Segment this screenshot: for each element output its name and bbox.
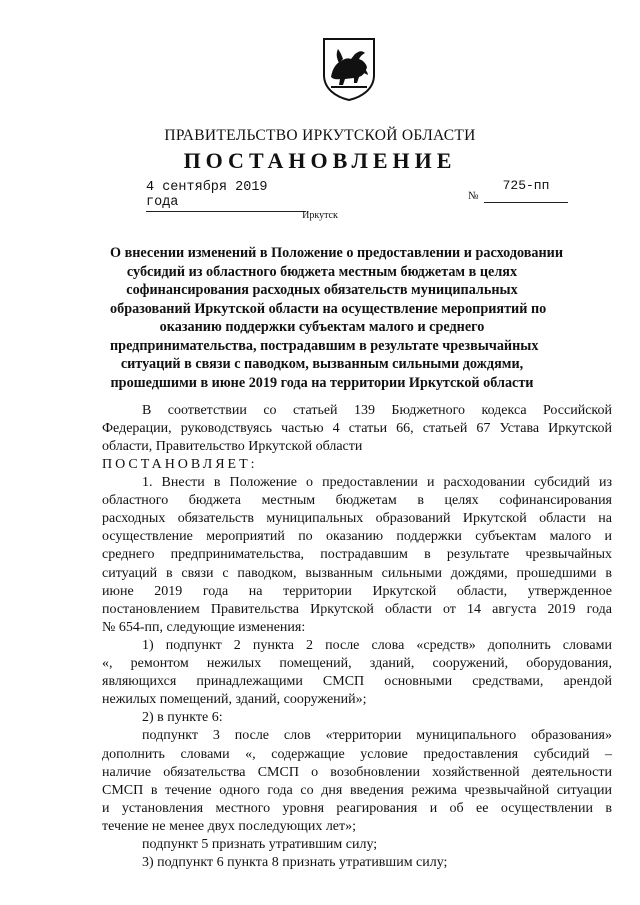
- body-line: наличие обязательства СМСП о возобновлении хозяйственной деятельности: [102, 764, 612, 780]
- body-line: 1) подпункт 2 пункта 2 после слова «средств» дополнить словами: [142, 637, 612, 653]
- body-line: являющихся принадлежащими СМСП основными средствами, арендой: [102, 674, 612, 690]
- body-line: областного бюджета местным бюджетам в целях софинансирования: [102, 493, 612, 509]
- decree-body: [102, 456, 612, 872]
- heading-line: оказанию поддержки субъектам малого и среднего: [159, 319, 485, 335]
- heading-line: О внесении изменений в Положение о предоставлении и расходовании: [110, 245, 564, 261]
- body-line: расходных обязательств муниципальных образований Иркутской области на: [102, 511, 612, 527]
- heading-line: образований Иркутской области на осуществление мероприятий по: [110, 300, 547, 317]
- body-line: подпункт 5 признать утратившим силу;: [142, 836, 378, 852]
- body-line: течение не менее двух последующих лет»;: [102, 818, 357, 834]
- heading-line: ситуаций в связи с паводком, вызванным сильными дождями,: [120, 356, 524, 372]
- decree-word: ПОСТАНОВЛЯЕТ:: [102, 457, 258, 472]
- body-line: СМСП в течение одного года со дня введения режима чрезвычайной ситуации: [102, 782, 612, 798]
- intro-line: В соответствии со статьей 139 Бюджетного кодекса Российской: [142, 403, 612, 418]
- body-line: 1. Внести в Положение о предоставлении и расходовании субсидий из: [142, 475, 612, 491]
- body-line: осуществление мероприятий по оказанию поддержки субъектам малого и: [102, 529, 612, 545]
- body-line: и установления местного уровня реагирования и об ее осуществлении в: [102, 800, 612, 816]
- number-label: №: [468, 190, 479, 202]
- document-title: ПОСТАНОВЛЕНИЕ: [183, 148, 457, 173]
- body-line: ситуаций в связи с паводком, вызванным сильными дождями, прошедшими в: [102, 565, 612, 581]
- document-date: 4 сентября 2019 года: [146, 180, 306, 212]
- body-line: нежилых помещений, зданий, сооружений»;: [102, 692, 367, 708]
- heading-line: софинансирования расходных обязательств муниципальных: [126, 282, 518, 298]
- body-line: постановлением Правительства Иркутской области от 14 августа 2019 года: [102, 601, 612, 617]
- heading-line: предпринимательства, пострадавшим в результате чрезвычайных: [110, 337, 539, 354]
- document-number: 725-пп: [484, 178, 568, 203]
- body-line: среднего предпринимательства, пострадавшим в результате чрезвычайных: [102, 547, 612, 563]
- intro-line: области, Правительство Иркутской области: [102, 439, 363, 455]
- heading-line: субсидий из областного бюджета местным бюджетам в целях: [126, 263, 518, 280]
- government-name: ПРАВИТЕЛЬСТВО ИРКУТСКОЙ ОБЛАСТИ: [164, 127, 476, 144]
- body-line: 3) подпункт 6 пункта 8 признать утратившим силу;: [142, 855, 448, 871]
- heading-line: прошедшими в июне 2019 года на территории Иркутской области: [110, 374, 534, 391]
- document-heading: [110, 244, 564, 392]
- coat-of-arms-icon: [321, 37, 377, 101]
- intro-paragraph: [102, 402, 612, 456]
- body-line: «, ремонтом нежилых помещений, зданий, сооружений, оборудования,: [102, 656, 612, 672]
- body-line: дополнить словами «, содержащие условие предоставления субсидий –: [102, 746, 612, 762]
- body-line: июне 2019 года на территории Иркутской области, утвержденное: [102, 583, 612, 599]
- intro-line: Федерации, руководствуясь частью 4 статьи 66, статьей 67 Устава Иркутской: [102, 421, 612, 437]
- body-line: 2) в пункте 6:: [142, 710, 223, 726]
- body-line: подпункт 3 после слов «территории муниципального образования»: [142, 728, 612, 744]
- document-city: Иркутск: [302, 210, 338, 221]
- body-line: № 654-пп, следующие изменения:: [102, 619, 306, 635]
